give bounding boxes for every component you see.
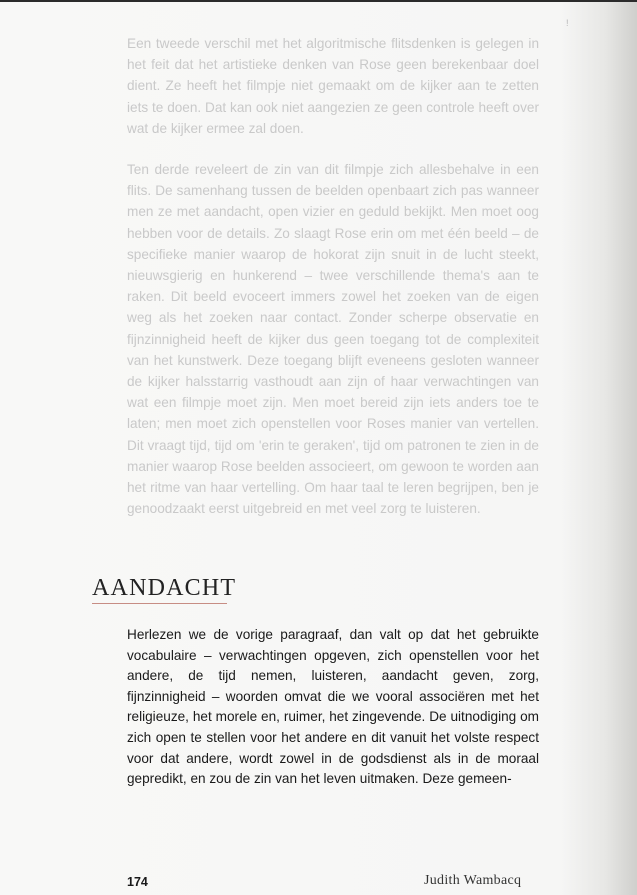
page-corner-mark: ! — [566, 18, 569, 28]
top-edge-rule — [0, 0, 637, 2]
faded-paragraph-2: Ten derde reveleert de zin van dit filmpje zich allesbehalve in een flits. De samenhang tussen de beelden openbaart zich pas wanneer men ze met aandacht, open vizier en geduld bekijkt. Men moet oog hebben voor de details. Zo slaagt Rose erin om met één beeld – de specifieke manier waarop de hokorat zijn snuit in de lucht steekt, nieuwsgierig en hunkerend – twee verschillende thema's aan te raken. Dit beeld evoceert immers zowel het zoeken van de eigen weg als het zoeken naar contact. Zonder scherpe observatie en fijnzinnigheid heeft de kijker dus geen toegang tot de complexiteit van het kunstwerk. Deze toegang blijft eveneens gesloten wanneer de kijker halsstarrig vasthoudt aan zijn of haar verwachtingen van wat een filmpje moet zijn. Men moet bereid zijn iets anders toe te laten; men moet zich openstellen voor Roses manier van vertellen. Dit vraagt tijd, tijd om 'erin te geraken', tijd om patronen te zien in de manier waarop Rose beelden associeert, om gewoon te worden aan het ritme van haar vertelling. Om haar taal te leren begrijpen, ben je genoodzaakt eerst uitgebreid en met veel zorg te luisteren. — [127, 162, 539, 517]
section-heading: AANDACHT — [92, 575, 237, 601]
section-body-paragraph: Herlezen we de vorige paragraaf, dan valt op dat het gebruikte vocabulaire – verwachtingen opgeven, zich openstellen voor het andere, de tijd nemen, luisteren, aandacht geven, zorg, fijnzinnigheid – woorden omvat die we vooral associëren met het religieuze, het morele en, ruimer, het zingevende. De uitnodiging om zich open te stellen voor het andere en dit vanuit het volste respect voor dat andere, wordt zowel in de godsdienst als in de moraal gepredikt, en zou de zin van het leven uitmaken. Deze gemeen- — [127, 627, 539, 787]
faded-paragraph-1: Een tweede verschil met het algoritmische flitsdenken is gelegen in het feit dat het artistieke denken van Rose geen berekenbaar doel dient. Ze heeft het filmpje niet gemaakt om de kijker aan te zetten iets te doen. Dat kan ook niet aangezien ze geen controle heeft over wat de kijker ermee zal doen. — [127, 36, 539, 136]
section-heading-underline — [92, 603, 227, 604]
page-number: 174 — [127, 875, 148, 889]
running-footer-author: Judith Wambacq — [424, 873, 522, 888]
